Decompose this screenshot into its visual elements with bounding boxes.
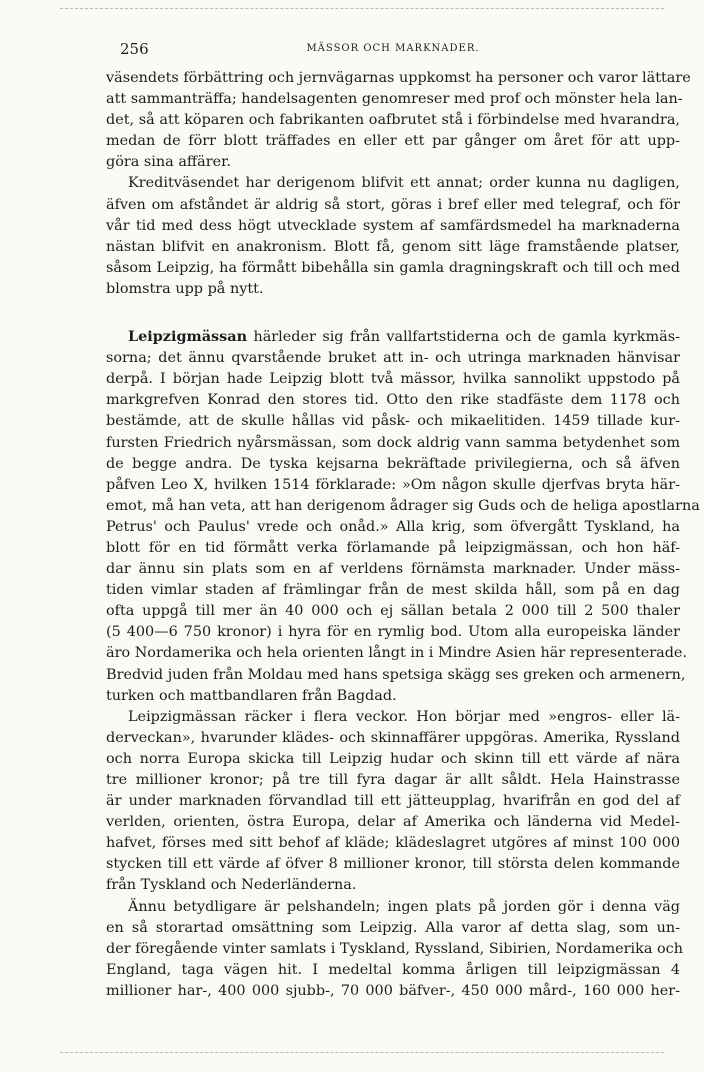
text-line: blomstra upp på nytt.	[106, 280, 264, 297]
text-line: ofta uppgå till mer än 40 000 och ej sällan betala 2 000 till 2 500 thaler	[106, 603, 680, 620]
text-line: en så storartad omsättning som Leipzig. Alla varor af detta slag, som un-	[106, 919, 680, 936]
text-line: derveckan», hvarunder klädes- och skinnaffärer uppgöras. Amerika, Ryssland	[106, 729, 680, 746]
text-line: Leipzigmässan räcker i flera veckor. Hon börjar med »engros- eller lä-	[128, 708, 680, 725]
text-line: blott för en tid förmått verka förlamande på leipzigmässan, och hon häf-	[106, 539, 680, 556]
text-line: der föregående vinter samlats i Tyskland, Ryssland, Sibirien, Nordamerika och	[106, 940, 683, 957]
text-line: hafvet, förses med sitt behof af kläde; klädeslagret utgöres af minst 100 000	[106, 835, 680, 852]
text-line: de begge andra. De tyska kejsarna bekräftade privilegierna, och så äfven	[106, 455, 680, 472]
section-heading: Leipzigmässan	[128, 328, 248, 346]
text-line: medan de förr blott träffades en eller ett par gånger om året för att upp-	[106, 133, 680, 150]
text-line: göra sina affärer.	[106, 154, 231, 171]
body-text	[106, 68, 700, 1002]
paragraph	[106, 68, 691, 173]
paragraph	[106, 707, 680, 897]
text-line: England, taga vägen hit. I medeltal komma årligen till leipzigmässan 4	[106, 961, 680, 978]
text-line: såsom Leipzig, ha förmått bibehålla sin gamla dragningskraft och till och med	[106, 259, 680, 276]
text-line: markgrefven Konrad den stores tid. Otto den rike stadfäste dem 1178 och	[106, 392, 680, 409]
running-header	[106, 40, 680, 62]
text-line: från Tyskland och Nederländerna.	[106, 877, 357, 894]
text-line: tiden vimlar staden af främlingar från de mest skilda håll, som på en dag	[106, 582, 680, 599]
text-line: verlden, orienten, östra Europa, delar af Amerika och länderna vid Medel-	[106, 814, 680, 831]
text-line: fursten Friedrich nyårsmässan, som dock aldrig vann samma betydenhet som	[106, 434, 680, 451]
text-line: att sammanträffa; handelsagenten genomreser med prof och mönster hela lan-	[106, 91, 683, 108]
text-line: bestämde, att de skulle hållas vid påsk- och mikaelitiden. 1459 tillade kur-	[106, 413, 680, 430]
section-gap	[106, 300, 680, 326]
text-line: äfven om afståndet är aldrig så stort, göras i bref eller med telegraf, och för	[106, 196, 680, 213]
page-number: 256	[120, 40, 149, 58]
text-line: vår tid med dess högt utvecklade system af samfärdsmedel ha marknaderna	[106, 217, 680, 234]
text-line: Kreditväsendet har derigenom blifvit ett annat; order kunna nu dagligen,	[128, 175, 680, 192]
text-line: nästan blifvit en anakronism. Blott få, genom sitt läge framstående platser,	[106, 238, 680, 255]
text-line: (5 400—6 750 kronor) i hyra för en rymlig bod. Utom alla europeiska länder	[106, 624, 680, 641]
paragraph	[106, 173, 680, 300]
top-scan-rule	[60, 8, 664, 9]
text-line: det, så att köparen och fabrikanten oafbrutet stå i förbindelse med hvarandra,	[106, 112, 680, 129]
text-line: sorna; det ännu qvarstående bruket att in- och utringa marknaden hänvisar	[106, 350, 680, 367]
paragraph	[106, 897, 683, 1002]
running-title: MÄSSOR OCH MARKNADER.	[306, 43, 480, 54]
text-line: och norra Europa skicka till Leipzig hudar och skinn till ett värde af nära	[106, 750, 680, 767]
text-line: emot, må han veta, att han derigenom ådrager sig Guds och de heliga apostlarna	[106, 497, 700, 514]
paragraph	[106, 326, 700, 707]
text-line: äro Nordamerika och hela orienten långt in i Mindre Asien här representerade.	[106, 645, 688, 662]
text-line: Ännu betydligare är pelshandeln; ingen plats på jorden gör i denna väg	[128, 898, 680, 915]
text-line: Petrus' och Paulus' vrede och onåd.» Alla krig, som öfvergått Tyskland, ha	[106, 518, 680, 535]
text-line: dar ännu sin plats som en af verldens förnämsta marknader. Under mäss-	[106, 561, 680, 578]
text-line: är under marknaden förvandlad till ett jätteupplag, hvarifrån en god del af	[106, 793, 680, 810]
text-line: påfven Leo X, hvilken 1514 förklarade: »Om någon skulle djerfvas bryta här-	[106, 476, 680, 493]
text-line: stycken till ett värde af öfver 8 millioner kronor, till största delen kommande	[106, 856, 680, 873]
text-line: turken och mattbandlaren från Bagdad.	[106, 687, 397, 704]
text-line: Leipzigmässan härleder sig från vallfartstiderna och de gamla kyrkmäs-	[128, 328, 680, 346]
text-line: tre millioner kronor; på tre till fyra dagar är allt såldt. Hela Hainstrasse	[106, 772, 680, 788]
book-page	[106, 40, 700, 1002]
text-line: millioner har-, 400 000 sjubb-, 70 000 bäfver-, 450 000 mård-, 160 000 her-	[106, 982, 680, 999]
bottom-scan-rule	[60, 1052, 664, 1053]
text-line: derpå. I början hade Leipzig blott två mässor, hvilka sannolikt uppstodo på	[106, 371, 680, 388]
text-line: Bredvid juden från Moldau med hans spetsiga skägg ses greken och armenern,	[106, 666, 686, 683]
text-line: väsendets förbättring och jernvägarnas uppkomst ha personer och varor lättare	[106, 70, 691, 86]
